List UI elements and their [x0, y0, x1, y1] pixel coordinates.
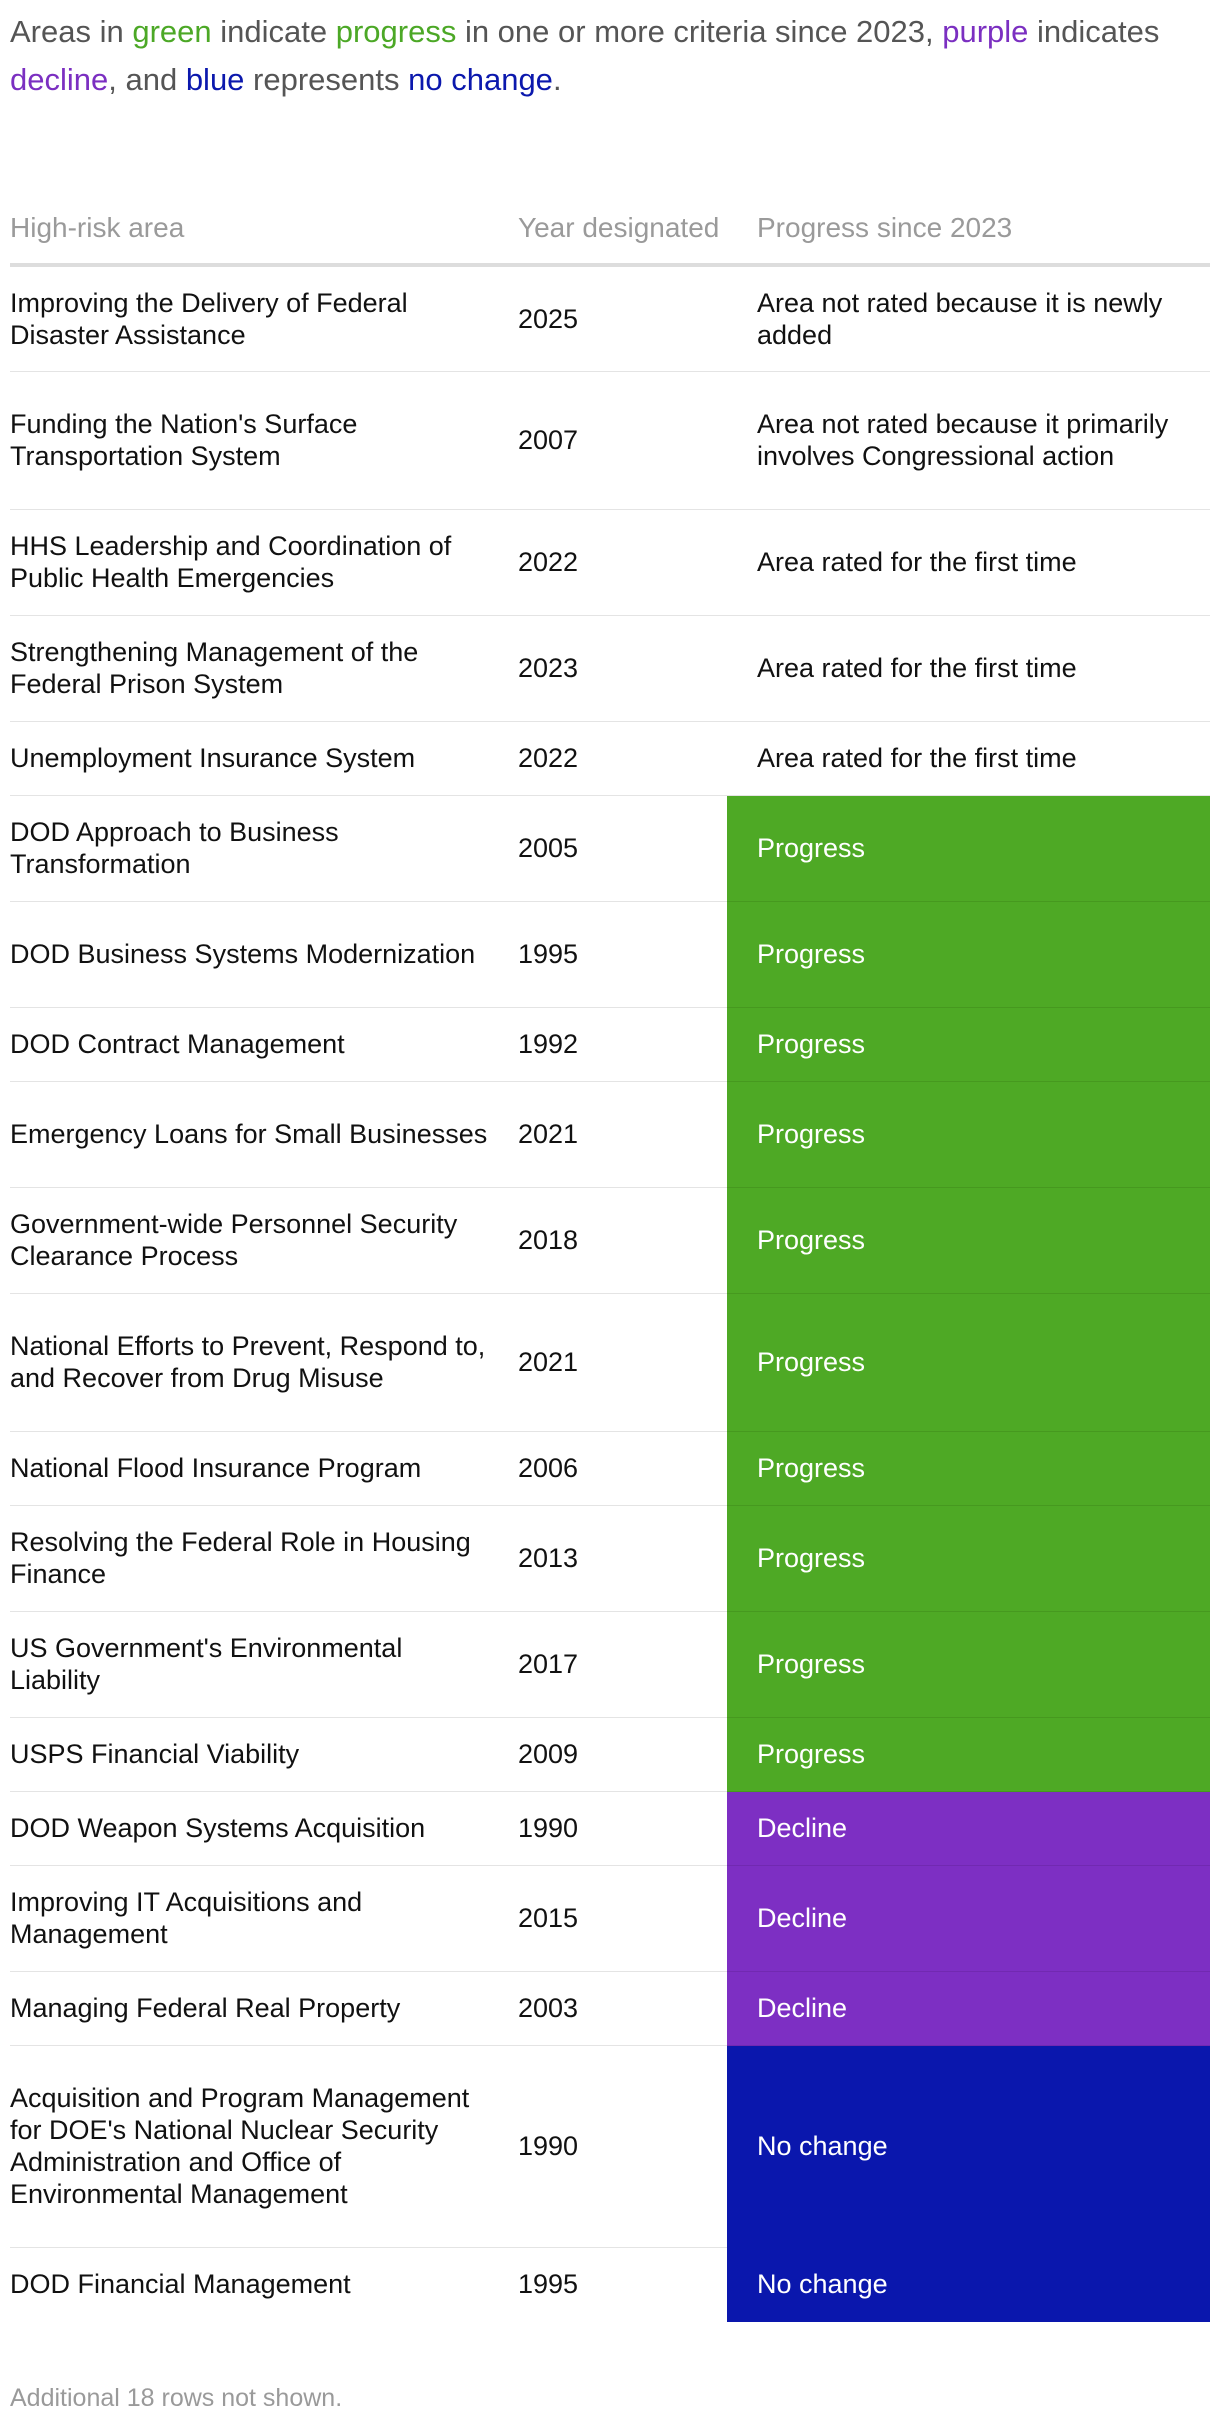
table-row — [10, 901, 1210, 1007]
table-row — [10, 2247, 1210, 2321]
cell-progress-decline: Decline — [727, 1791, 1210, 1865]
table-row — [10, 1791, 1210, 1865]
table-row — [10, 1505, 1210, 1611]
high-risk-table — [10, 210, 1210, 2322]
cell-progress-none: Area not rated because it primarily involves Congressional action — [727, 371, 1210, 509]
table-row — [10, 371, 1210, 509]
table-row — [10, 1971, 1210, 2045]
cell-high-risk-area: Funding the Nation's Surface Transportation System — [10, 371, 518, 509]
cell-progress-progress: Progress — [727, 1611, 1210, 1717]
cell-high-risk-area: Improving the Delivery of Federal Disaster Assistance — [10, 265, 518, 371]
cell-progress-none: Area rated for the first time — [727, 509, 1210, 615]
cell-year-designated: 2023 — [518, 615, 727, 721]
cell-high-risk-area: HHS Leadership and Coordination of Public Health Emergencies — [10, 509, 518, 615]
cell-high-risk-area: Unemployment Insurance System — [10, 721, 518, 795]
cell-high-risk-area: Acquisition and Program Management for DOE's National Nuclear Security Administration and Office of Environmental Management — [10, 2045, 518, 2247]
cell-year-designated: 2005 — [518, 795, 727, 901]
cell-high-risk-area: DOD Approach to Business Transformation — [10, 795, 518, 901]
cell-year-designated: 2018 — [518, 1187, 727, 1293]
table-row — [10, 1081, 1210, 1187]
intro-part: Areas in — [10, 14, 133, 49]
cell-year-designated: 1995 — [518, 2269, 579, 2300]
cell-high-risk-area: Resolving the Federal Role in Housing Finance — [10, 1505, 518, 1611]
cell-year-designated: 2017 — [518, 1611, 727, 1717]
cell-high-risk-area: National Efforts to Prevent, Respond to, and Recover from Drug Misuse — [10, 1293, 518, 1431]
table-row — [10, 1611, 1210, 1717]
table-header-row — [10, 210, 1210, 265]
table-row — [10, 509, 1210, 615]
intro-part: . — [552, 62, 562, 97]
intro-part: indicate — [211, 14, 336, 49]
header-year-designated: Year designated — [518, 210, 727, 265]
cell-progress-progress: Progress — [727, 795, 1210, 901]
cell-progress-none: Area not rated because it is newly added — [727, 265, 1210, 371]
cell-progress-decline: Decline — [727, 1971, 1210, 2045]
table-row — [10, 615, 1210, 721]
cell-high-risk-area: DOD Business Systems Modernization — [10, 901, 518, 1007]
header-high-risk-area: High-risk area — [10, 210, 518, 265]
cell-progress-nochange: No change — [727, 2045, 1210, 2247]
legend-green-word: green — [132, 14, 212, 49]
intro-part: indicates — [1028, 14, 1160, 49]
cell-progress-progress: Progress — [727, 1717, 1210, 1791]
legend-nochange-word: no change — [408, 62, 553, 97]
cell-high-risk-area: USPS Financial Viability — [10, 1717, 518, 1791]
cell-year-designated: 2022 — [518, 509, 727, 615]
cell-year-designated: 2003 — [518, 1971, 727, 2045]
legend-purple-word: purple — [942, 14, 1029, 49]
cell-high-risk-area: Managing Federal Real Property — [10, 1971, 518, 2045]
cell-year-designated: 2022 — [518, 721, 727, 795]
table-body — [10, 265, 1210, 2321]
cell-high-risk-area: DOD Contract Management — [10, 1007, 518, 1081]
cell-progress-progress: Progress — [727, 1431, 1210, 1505]
cell-high-risk-area: Emergency Loans for Small Businesses — [10, 1081, 518, 1187]
cell-high-risk-area: Improving IT Acquisitions and Management — [10, 1865, 518, 1971]
cell-year-designated: 2021 — [518, 1293, 727, 1431]
cell-high-risk-area: US Government's Environmental Liability — [10, 1611, 518, 1717]
cell-high-risk-area: Strengthening Management of the Federal Prison System — [10, 615, 518, 721]
table-row — [10, 2045, 1210, 2247]
cell-progress-decline: Decline — [727, 1865, 1210, 1971]
cell-progress-progress: Progress — [727, 1187, 1210, 1293]
cell-high-risk-area: DOD Weapon Systems Acquisition — [10, 1791, 518, 1865]
legend-blue-word: blue — [185, 62, 245, 97]
table-row — [10, 1431, 1210, 1505]
cell-high-risk-area: DOD Financial Management — [10, 2269, 351, 2300]
cell-high-risk-area: Government-wide Personnel Security Clearance Process — [10, 1187, 518, 1293]
intro-text — [10, 8, 1200, 104]
cell-year-designated: 2006 — [518, 1431, 727, 1505]
table-row — [10, 1187, 1210, 1293]
cell-progress-none: Area rated for the first time — [727, 615, 1210, 721]
cell-year-designated: 1990 — [518, 1791, 727, 1865]
header-progress: Progress since 2023 — [727, 210, 1210, 265]
cell-progress-progress: Progress — [727, 1505, 1210, 1611]
cell-year-designated: 2025 — [518, 265, 727, 371]
cell-progress-progress: Progress — [727, 1007, 1210, 1081]
table-row — [10, 1293, 1210, 1431]
cell-year-designated: 1995 — [518, 901, 727, 1007]
table-row — [10, 1007, 1210, 1081]
table-row — [10, 1865, 1210, 1971]
intro-part: in one or more criteria since 2023, — [456, 14, 943, 49]
cell-high-risk-area: National Flood Insurance Program — [10, 1431, 518, 1505]
cell-year-designated: 1990 — [518, 2045, 727, 2247]
intro-part: represents — [244, 62, 409, 97]
cell-year-designated: 2021 — [518, 1081, 727, 1187]
cell-year-designated: 2013 — [518, 1505, 727, 1611]
cell-progress-nochange: No change — [727, 2247, 1210, 2321]
intro-part: , and — [108, 62, 186, 97]
cell-year-designated: 2009 — [518, 1717, 727, 1791]
legend-progress-word: progress — [335, 14, 457, 49]
cell-progress-progress: Progress — [727, 1293, 1210, 1431]
footnote: Additional 18 rows not shown. — [10, 2384, 343, 2412]
cell-year-designated: 2007 — [518, 371, 727, 509]
cell-progress-progress: Progress — [727, 1081, 1210, 1187]
table-row — [10, 795, 1210, 901]
table-row — [10, 1717, 1210, 1791]
table-row — [10, 721, 1210, 795]
table-row — [10, 265, 1210, 371]
cell-year-designated: 2015 — [518, 1865, 727, 1971]
cell-year-designated: 1992 — [518, 1007, 727, 1081]
cell-progress-progress: Progress — [727, 901, 1210, 1007]
legend-decline-word: decline — [10, 62, 109, 97]
cell-progress-none: Area rated for the first time — [727, 721, 1210, 795]
